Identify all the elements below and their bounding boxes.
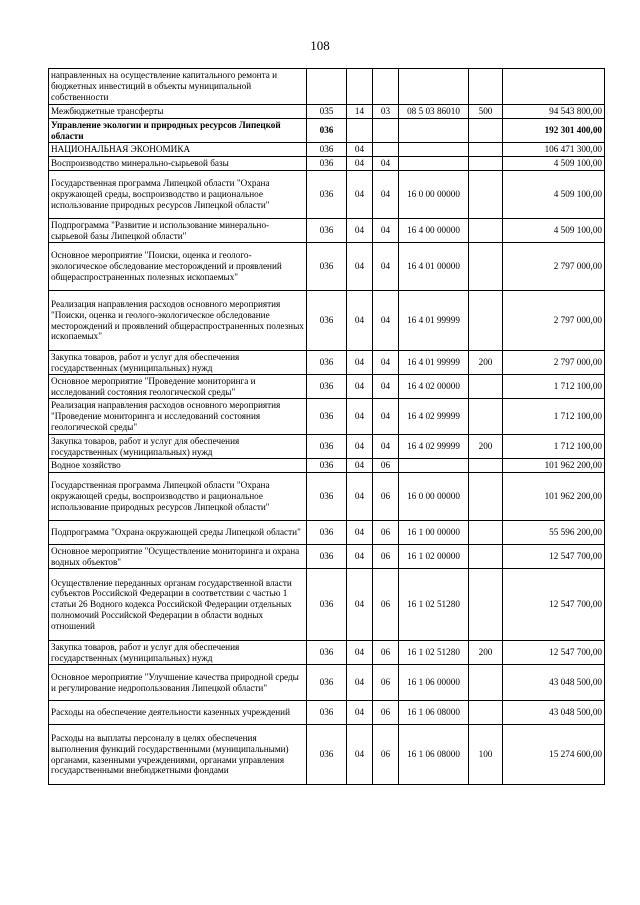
cell-rz: 04 — [347, 171, 373, 219]
cell-sum: 1 712 100,00 — [503, 399, 605, 435]
cell-csr: 16 1 02 00000 — [399, 545, 469, 569]
cell-rz: 04 — [347, 459, 373, 473]
cell-csr: 16 1 02 51280 — [399, 569, 469, 641]
cell-sum: 12 547 700,00 — [503, 641, 605, 665]
cell-ved: 036 — [307, 569, 347, 641]
cell-pr — [373, 119, 399, 143]
cell-sum: 101 962 200,00 — [503, 459, 605, 473]
table-row — [49, 143, 605, 157]
cell-sum: 106 471 300,00 — [503, 143, 605, 157]
table-row — [49, 641, 605, 665]
cell-pr: 06 — [373, 545, 399, 569]
cell-ved: 036 — [307, 171, 347, 219]
table-row — [49, 119, 605, 143]
cell-rz: 04 — [347, 521, 373, 545]
page-number: 108 — [310, 38, 330, 53]
cell-vr — [469, 171, 503, 219]
cell-sum: 2 797 000,00 — [503, 291, 605, 351]
cell-name: Межбюджетные трансферты — [49, 105, 307, 119]
cell-pr: 06 — [373, 569, 399, 641]
cell-vr — [469, 665, 503, 701]
cell-ved: 036 — [307, 219, 347, 243]
cell-ved: 036 — [307, 641, 347, 665]
cell-ved: 036 — [307, 157, 347, 171]
table-row — [49, 701, 605, 725]
cell-sum: 2 797 000,00 — [503, 243, 605, 291]
cell-ved: 035 — [307, 105, 347, 119]
cell-sum: 55 596 200,00 — [503, 521, 605, 545]
cell-sum: 12 547 700,00 — [503, 545, 605, 569]
cell-vr — [469, 69, 503, 105]
cell-name: Основное мероприятие "Осуществление мониторинга и охрана водных объектов" — [49, 545, 307, 569]
cell-name: Государственная программа Липецкой области "Охрана окружающей среды, воспроизводство и рациональное использование природных ресурсов Липецкой области" — [49, 171, 307, 219]
cell-name: направленных на осуществление капитального ремонта и бюджетных инвестиций в объекты муниципальной собственности — [49, 69, 307, 105]
cell-pr: 04 — [373, 171, 399, 219]
cell-rz: 04 — [347, 569, 373, 641]
cell-ved: 036 — [307, 459, 347, 473]
cell-csr — [399, 459, 469, 473]
cell-name: Основное мероприятие "Поиски, оценка и геолого-экологическое обследование месторождений и проявлений общераспространенных полезных ископаемых" — [49, 243, 307, 291]
cell-pr — [373, 69, 399, 105]
cell-vr: 200 — [469, 435, 503, 459]
cell-name: Реализация направления расходов основного мероприятия "Проведение мониторинга и исследований состояния геологической среды" — [49, 399, 307, 435]
cell-pr: 06 — [373, 459, 399, 473]
cell-csr: 08 5 03 86010 — [399, 105, 469, 119]
cell-csr: 16 1 06 00000 — [399, 665, 469, 701]
cell-csr: 16 1 06 08000 — [399, 701, 469, 725]
cell-sum: 2 797 000,00 — [503, 351, 605, 375]
cell-sum: 15 274 600,00 — [503, 725, 605, 785]
cell-vr — [469, 399, 503, 435]
cell-sum: 43 048 500,00 — [503, 665, 605, 701]
cell-sum: 101 962 200,00 — [503, 473, 605, 521]
cell-pr: 06 — [373, 473, 399, 521]
cell-sum: 1 712 100,00 — [503, 435, 605, 459]
cell-pr: 06 — [373, 665, 399, 701]
cell-csr: 16 4 02 99999 — [399, 435, 469, 459]
table-row — [49, 399, 605, 435]
cell-csr: 16 0 00 00000 — [399, 171, 469, 219]
cell-vr — [469, 473, 503, 521]
cell-name: Осуществление переданных органам государственной власти субъектов Российской Федерации в соответствии с частью 1 статьи 26 Водного кодекса Российской Федерации отдельных полномочий Российской Федерации в области водных отношений — [49, 569, 307, 641]
budget-table — [48, 68, 605, 785]
cell-ved: 036 — [307, 435, 347, 459]
table-row — [49, 459, 605, 473]
cell-vr: 100 — [469, 725, 503, 785]
cell-vr — [469, 459, 503, 473]
table-row — [49, 375, 605, 399]
cell-name: Подпрограмма "Охрана окружающей среды Липецкой области" — [49, 521, 307, 545]
cell-pr: 04 — [373, 219, 399, 243]
cell-ved: 036 — [307, 399, 347, 435]
cell-name: Водное хозяйство — [49, 459, 307, 473]
cell-rz: 14 — [347, 105, 373, 119]
table-row — [49, 243, 605, 291]
cell-sum: 4 509 100,00 — [503, 171, 605, 219]
cell-rz — [347, 69, 373, 105]
cell-pr: 06 — [373, 521, 399, 545]
cell-sum: 4 509 100,00 — [503, 219, 605, 243]
cell-ved: 036 — [307, 725, 347, 785]
cell-rz: 04 — [347, 399, 373, 435]
cell-sum: 1 712 100,00 — [503, 375, 605, 399]
cell-csr: 16 1 00 00000 — [399, 521, 469, 545]
cell-pr: 04 — [373, 399, 399, 435]
cell-sum: 192 301 400,00 — [503, 119, 605, 143]
cell-rz: 04 — [347, 641, 373, 665]
cell-rz: 04 — [347, 701, 373, 725]
cell-vr — [469, 243, 503, 291]
table-row — [49, 521, 605, 545]
cell-vr — [469, 521, 503, 545]
cell-ved: 036 — [307, 521, 347, 545]
cell-ved: 036 — [307, 701, 347, 725]
table-row — [49, 291, 605, 351]
cell-rz: 04 — [347, 435, 373, 459]
cell-pr: 03 — [373, 105, 399, 119]
cell-sum — [503, 69, 605, 105]
cell-ved: 036 — [307, 665, 347, 701]
cell-ved: 036 — [307, 351, 347, 375]
cell-csr: 16 4 00 00000 — [399, 219, 469, 243]
cell-name: Государственная программа Липецкой области "Охрана окружающей среды, воспроизводство и рациональное использование природных ресурсов Липецкой области" — [49, 473, 307, 521]
cell-ved: 036 — [307, 545, 347, 569]
cell-rz: 04 — [347, 243, 373, 291]
cell-csr — [399, 119, 469, 143]
cell-vr — [469, 143, 503, 157]
table-row — [49, 105, 605, 119]
cell-name: НАЦИОНАЛЬНАЯ ЭКОНОМИКА — [49, 143, 307, 157]
cell-csr: 16 0 00 00000 — [399, 473, 469, 521]
cell-sum: 4 509 100,00 — [503, 157, 605, 171]
cell-ved: 036 — [307, 291, 347, 351]
cell-name: Управление экологии и природных ресурсов Липецкой области — [49, 119, 307, 143]
cell-csr: 16 4 02 00000 — [399, 375, 469, 399]
cell-rz: 04 — [347, 375, 373, 399]
cell-name: Воспроизводство минерально-сырьевой базы — [49, 157, 307, 171]
cell-ved: 036 — [307, 243, 347, 291]
cell-name: Расходы на выплаты персоналу в целях обеспечения выполнения функций государственными (муниципальными) органами, казенными учреждениями, органами управления государственными внебюджетными фондами — [49, 725, 307, 785]
table-row — [49, 171, 605, 219]
cell-name: Закупка товаров, работ и услуг для обеспечения государственных (муниципальных) нужд — [49, 641, 307, 665]
cell-vr — [469, 545, 503, 569]
cell-pr: 04 — [373, 243, 399, 291]
cell-vr: 500 — [469, 105, 503, 119]
cell-ved: 036 — [307, 143, 347, 157]
table-row — [49, 351, 605, 375]
cell-csr: 16 4 01 00000 — [399, 243, 469, 291]
cell-rz: 04 — [347, 219, 373, 243]
table-row — [49, 435, 605, 459]
cell-vr — [469, 569, 503, 641]
cell-sum: 12 547 700,00 — [503, 569, 605, 641]
cell-ved: 036 — [307, 473, 347, 521]
cell-sum: 43 048 500,00 — [503, 701, 605, 725]
cell-rz: 04 — [347, 665, 373, 701]
cell-name: Основное мероприятие "Улучшение качества природной среды и регулирование недропользования Липецкой области" — [49, 665, 307, 701]
cell-pr: 06 — [373, 701, 399, 725]
cell-csr — [399, 157, 469, 171]
cell-vr — [469, 375, 503, 399]
cell-vr — [469, 119, 503, 143]
cell-rz: 04 — [347, 473, 373, 521]
cell-vr — [469, 219, 503, 243]
cell-rz: 04 — [347, 351, 373, 375]
cell-rz: 04 — [347, 291, 373, 351]
cell-vr: 200 — [469, 351, 503, 375]
cell-pr: 04 — [373, 375, 399, 399]
cell-pr: 06 — [373, 725, 399, 785]
cell-vr — [469, 701, 503, 725]
cell-csr — [399, 143, 469, 157]
cell-vr: 200 — [469, 641, 503, 665]
cell-name: Закупка товаров, работ и услуг для обеспечения государственных (муниципальных) нужд — [49, 435, 307, 459]
cell-rz: 04 — [347, 545, 373, 569]
table-row — [49, 219, 605, 243]
cell-csr: 16 4 01 99999 — [399, 351, 469, 375]
table-row — [49, 569, 605, 641]
cell-ved: 036 — [307, 119, 347, 143]
cell-csr — [399, 69, 469, 105]
cell-pr: 04 — [373, 435, 399, 459]
table-row — [49, 725, 605, 785]
cell-ved — [307, 69, 347, 105]
cell-pr: 06 — [373, 641, 399, 665]
table-row — [49, 157, 605, 171]
cell-rz — [347, 119, 373, 143]
cell-rz: 04 — [347, 157, 373, 171]
table-row — [49, 665, 605, 701]
cell-csr: 16 1 06 08000 — [399, 725, 469, 785]
cell-name: Реализация направления расходов основного мероприятия "Поиски, оценка и геолого-экологическое обследование месторождений и проявлений общераспространенных полезных ископаемых" — [49, 291, 307, 351]
cell-csr: 16 4 02 99999 — [399, 399, 469, 435]
cell-vr — [469, 157, 503, 171]
table-row — [49, 473, 605, 521]
cell-pr: 04 — [373, 157, 399, 171]
table-row — [49, 545, 605, 569]
cell-csr: 16 4 01 99999 — [399, 291, 469, 351]
cell-sum: 94 543 800,00 — [503, 105, 605, 119]
cell-name: Закупка товаров, работ и услуг для обеспечения государственных (муниципальных) нужд — [49, 351, 307, 375]
cell-name: Расходы на обеспечение деятельности казенных учреждений — [49, 701, 307, 725]
cell-ved: 036 — [307, 375, 347, 399]
cell-pr: 04 — [373, 351, 399, 375]
cell-vr — [469, 291, 503, 351]
cell-pr: 04 — [373, 291, 399, 351]
cell-name: Основное мероприятие "Проведение мониторинга и исследований состояния геологической среды" — [49, 375, 307, 399]
cell-name: Подпрограмма "Развитие и использование минерально-сырьевой базы Липецкой области" — [49, 219, 307, 243]
cell-csr: 16 1 02 51280 — [399, 641, 469, 665]
cell-rz: 04 — [347, 725, 373, 785]
cell-rz: 04 — [347, 143, 373, 157]
cell-pr — [373, 143, 399, 157]
table-row — [49, 69, 605, 105]
